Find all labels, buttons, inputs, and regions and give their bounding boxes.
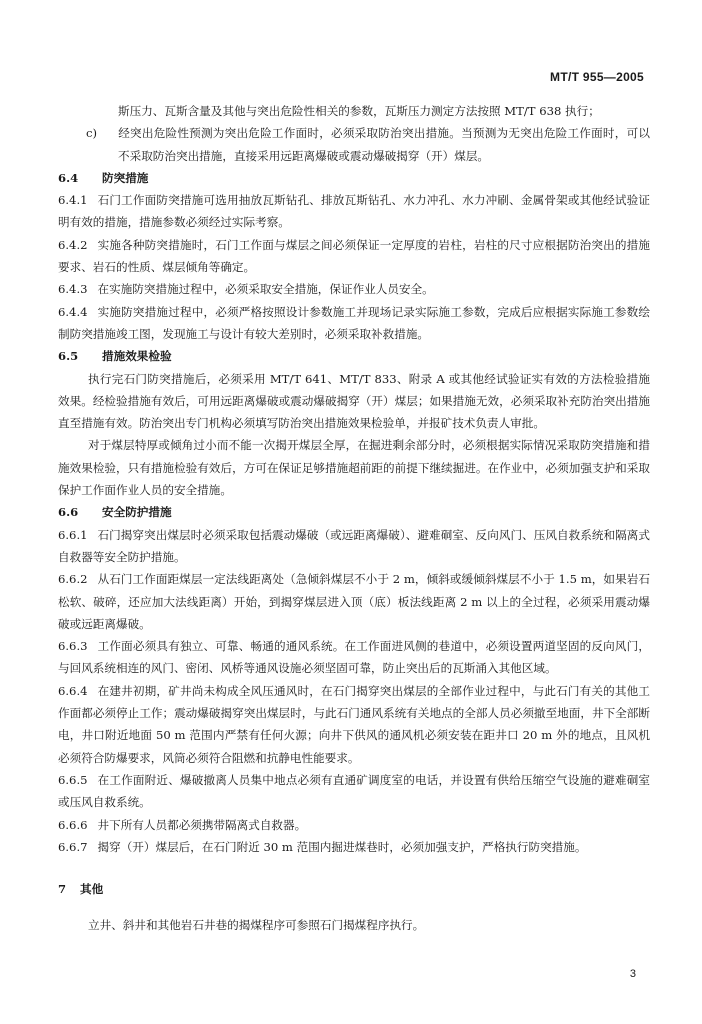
clause-text: 从石门工作面距煤层一定法线距离处（急倾斜煤层不小于 2 m，倾斜或缓倾斜煤层不小于 1.5 m，如果岩石松软、破碎，还应加大法线距离）开始，到揭穿煤层进入顶（底）板法线距离 2 m 以上的全过程，必须采用震动爆破或远距离爆破。 bbox=[58, 572, 650, 631]
clause-6-6-4 bbox=[58, 680, 650, 769]
clause-text: 石门工作面防突措施可选用抽放瓦斯钻孔、排放瓦斯钻孔、水力冲孔、水力冲刷、金属骨架或其他经试验证明有效的措施，措施参数必须经过实际考察。 bbox=[58, 193, 650, 230]
clause-number: 6.4.2 bbox=[58, 237, 88, 252]
clause-text: 在工作面附近、爆破撤离人员集中地点必须有直通矿调度室的电话，并设置有供给压缩空气设施的避难硐室或压风自救系统。 bbox=[58, 772, 650, 810]
paragraph: 执行完石门防突措施后，必须采用 MT/T 641、MT/T 833、附录 A 或其他经试验证实有效的方法检验措施效果。经检验措施有效后，可用远距离爆破或震动爆破揭穿（开）煤层；如果措施无效，必须采取补充防治突出措施直至措施有效。防治突出专门机构必须填写防治突出措施效果检验单，并报矿技术负责人审批。 bbox=[58, 371, 650, 431]
clause-number: 6.4.4 bbox=[58, 304, 88, 319]
page-number: 3 bbox=[629, 968, 636, 980]
clause-6-6-7 bbox=[58, 836, 650, 858]
list-item-text: 经突出危险性预测为突出危险工作面时，必须采取防治突出措施。当预测为无突出危险工作面时，可以不采取防治突出措施，直接采用远距离爆破或震动爆破揭穿（开）煤层。 bbox=[118, 126, 650, 163]
paragraph: 对于煤层特厚或倾角过小而不能一次揭开煤层全厚，在掘进剩余部分时，必须根据实际情况采取防突措施和措施效果检验，只有措施检验有效后，方可在保证足够措施超前距的前提下继续掘进。在作业中，必须加强支护和采取保护工作面作业人员的安全措施。 bbox=[58, 438, 650, 498]
section-title: 其他 bbox=[80, 882, 104, 897]
clause-text: 工作面必须具有独立、可靠、畅通的通风系统。在工作面进风侧的巷道中，必须设置两道坚固的反向风门，与回风系统相连的风门、密闭、风桥等通风设施必须坚固可靠，防止突出后的瓦斯涌入其他区域。 bbox=[58, 639, 650, 676]
document-number: MT/T 955—2005 bbox=[550, 70, 644, 84]
section-heading-6-4 bbox=[58, 167, 650, 189]
section-title: 措施效果检验 bbox=[102, 349, 172, 364]
section-title: 安全防护措施 bbox=[102, 505, 172, 520]
section-number: 6.5 bbox=[58, 349, 79, 364]
clause-text: 石门揭穿突出煤层时必须采取包括震动爆破（或远距离爆破）、避难硐室、反向风门、压风自救系统和隔离式自救器等安全防护措施。 bbox=[58, 527, 650, 564]
clause-6-6-6 bbox=[58, 814, 650, 836]
section-heading-7 bbox=[58, 878, 650, 900]
clause-number: 6.6.7 bbox=[58, 839, 88, 854]
clause-text: 实施各种防突措施时，石门工作面与煤层之间必须保证一定厚度的岩柱，岩柱的尺寸应根据防治突出的措施要求、岩石的性质、煤层倾角等确定。 bbox=[58, 237, 650, 275]
section-title: 防突措施 bbox=[102, 170, 149, 185]
clause-text: 在建井初期，矿井尚未构成全风压通风时，在石门揭穿突出煤层的全部作业过程中，与此石门有关的其他工作面都必须停止工作；震动爆破揭穿突出煤层时，与此石门通风系统有关地点的全部人员必须撤至地面，井下全部断电，井口附近地面 50 m 范围内严禁有任何火源；向井下供风的通风机必须安装在距井口 20 m 外的地点，且风机必须符合防爆要求，风筒必须符合阻燃和抗静电性能要求。 bbox=[58, 683, 650, 765]
clause-6-6-3 bbox=[58, 635, 650, 680]
paragraph: 立井、斜井和其他岩石井巷的揭煤程序可参照石门揭煤程序执行。 bbox=[88, 918, 425, 933]
section-number: 6.4 bbox=[58, 170, 79, 185]
page-body bbox=[58, 100, 650, 937]
clause-6-4-2 bbox=[58, 234, 650, 279]
clause-number: 6.6.4 bbox=[58, 683, 88, 698]
continued-paragraph: 斯压力、瓦斯含量及其他与突出危险性相关的参数，瓦斯压力测定方法按照 MT/T 638 执行； bbox=[118, 104, 600, 118]
list-item-number: c) bbox=[86, 126, 98, 141]
section-number: 6.6 bbox=[58, 505, 79, 520]
section-heading-6-6 bbox=[58, 501, 650, 523]
clause-6-4-1 bbox=[58, 189, 650, 234]
clause-number: 6.4.1 bbox=[58, 193, 88, 208]
clause-6-4-3 bbox=[58, 278, 650, 300]
clause-text: 实施防突措施过程中，必须严格按照设计参数施工并现场记录实际施工参数，完成后应根据实际施工参数绘制防突措施竣工图，发现施工与设计有较大差别时，必须采取补救措施。 bbox=[58, 304, 650, 341]
clause-6-4-4 bbox=[58, 301, 650, 346]
clause-number: 6.6.2 bbox=[58, 572, 88, 587]
section-number: 7 bbox=[58, 882, 67, 897]
clause-text: 在实施防突措施过程中，必须采取安全措施，保证作业人员安全。 bbox=[97, 282, 434, 297]
clause-6-6-2 bbox=[58, 568, 650, 635]
list-item-c bbox=[58, 122, 650, 167]
clause-number: 6.6.1 bbox=[58, 527, 88, 542]
clause-number: 6.6.3 bbox=[58, 639, 88, 654]
clause-number: 6.6.6 bbox=[58, 817, 88, 832]
clause-text: 揭穿（开）煤层后，在石门附近 30 m 范围内掘进煤巷时，必须加强支护，严格执行防突措施。 bbox=[97, 839, 587, 854]
clause-number: 6.6.5 bbox=[58, 772, 88, 787]
clause-6-6-1 bbox=[58, 524, 650, 569]
clause-number: 6.4.3 bbox=[58, 282, 88, 297]
clause-6-6-5 bbox=[58, 769, 650, 814]
section-heading-6-5 bbox=[58, 345, 650, 367]
clause-text: 井下所有人员都必须携带隔离式自救器。 bbox=[97, 817, 307, 832]
